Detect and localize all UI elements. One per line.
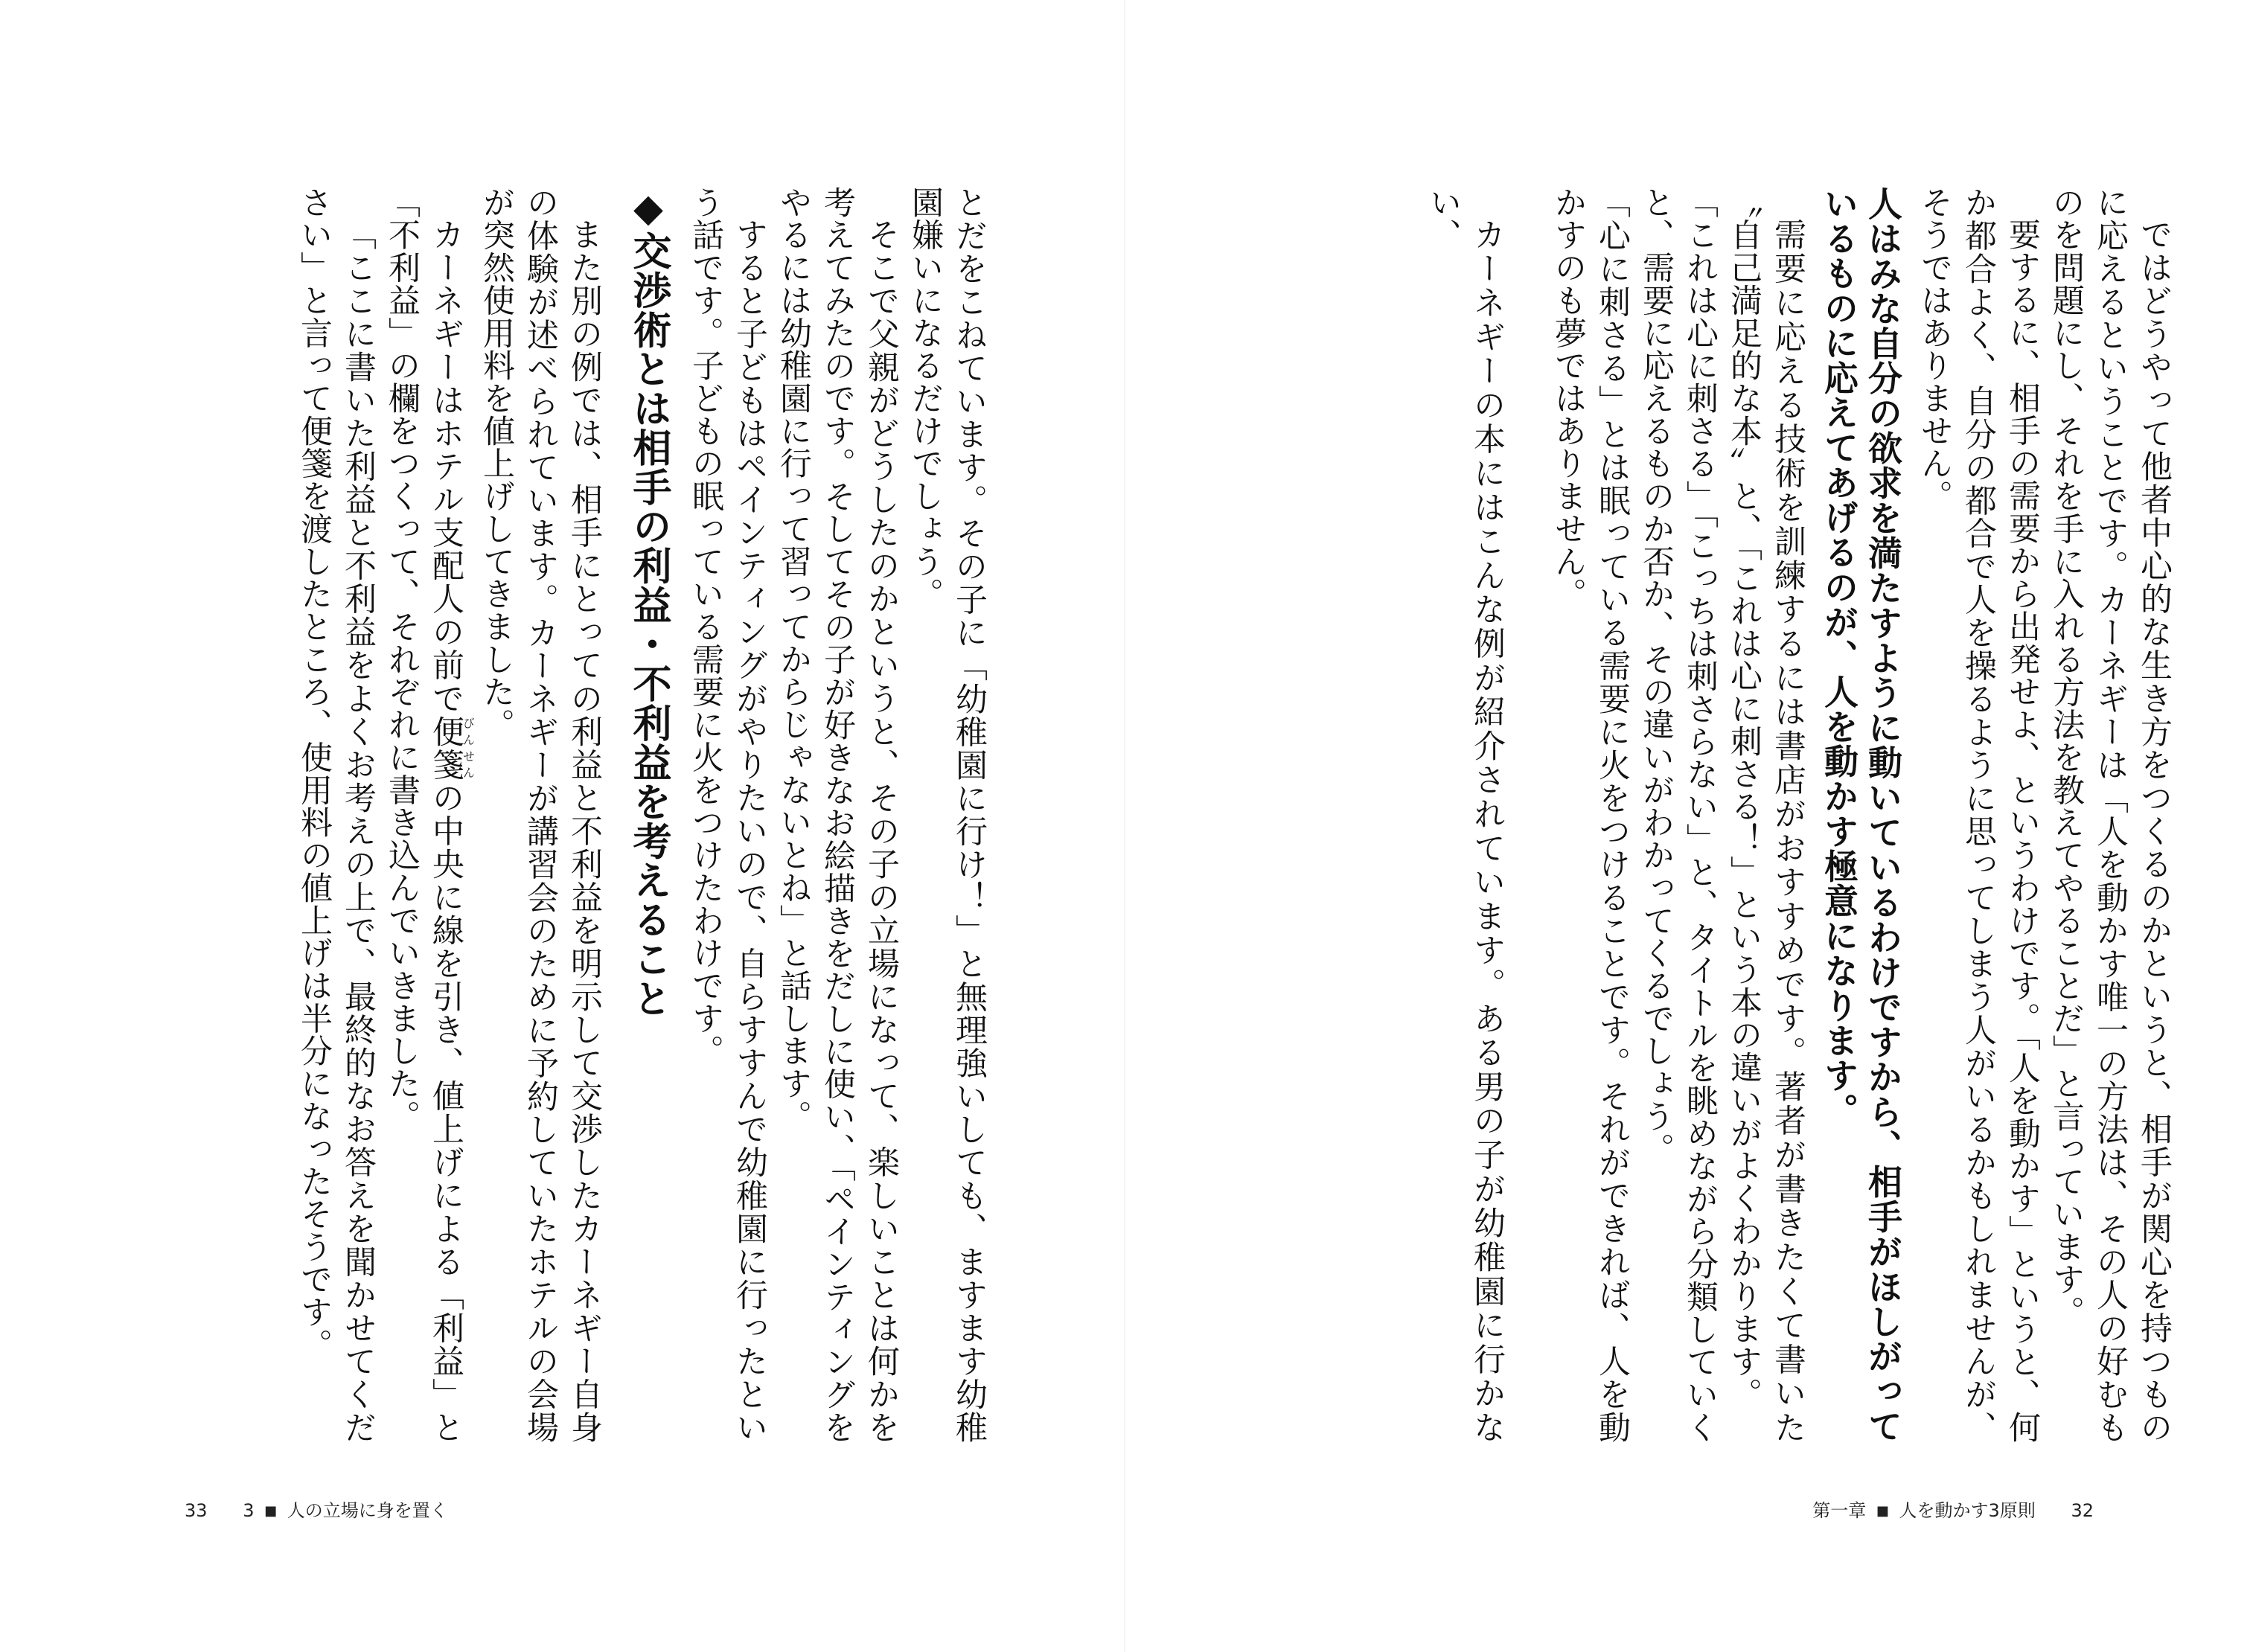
page-number: 33 <box>185 1500 208 1521</box>
running-title: 人の立場に身を置く <box>287 1500 448 1521</box>
body-paragraph: 「心に刺さる」とは眠っている需要に火をつけることです。それができれば、人を動かすのも夢ではありません。 <box>1550 186 1631 1444</box>
right-page-body <box>1215 186 2176 1444</box>
right-page-footer <box>1812 1496 2123 1522</box>
running-title: 人を動かす3原則 <box>1899 1500 2036 1521</box>
ruby-annotation <box>427 714 476 782</box>
body-paragraph: 需要に応える技術を訓練するには書店がおすすめです。著者が書きたくて書いた〝自己満足的な本〟と、「これは心に刺さる！」という本の違いがよくわかります。 <box>1725 186 1806 1444</box>
body-paragraph-with-ruby <box>380 186 474 1444</box>
left-page-footer <box>155 1496 448 1522</box>
body-paragraph: 「これは心に刺さる」「こっちは刺さらない」と、タイトルを眺めながら分類していくと、需要に応えるものか否か、その違いがわかってくるでしょう。 <box>1637 186 1719 1444</box>
body-paragraph: 「ここに書いた利益と不利益をよくお考えの上で、最終的なお答えを聞かせてください」と言って便箋を渡したところ、使用料の値上げは半分になったそうです。 <box>295 186 377 1444</box>
section-number: 3 <box>243 1500 255 1521</box>
body-paragraph: カーネギーの本にはこんな例が紹介されています。ある男の子が幼稚園に行かない、 <box>1425 186 1506 1444</box>
ruby-reading: びんせん <box>461 714 476 781</box>
body-paragraph: また別の例では、相手にとっての利益と不利益を明示して交渉したカーネギー自身の体験が述べられています。カーネギーが講習会のために予約していたホテルの会場が突然使用料を値上げしてきました。 <box>478 186 603 1444</box>
body-paragraph: 要するに、相手の需要から出発せよ、というわけです。「人を動かす」というと、何か都合よく、自分の都合で人を操るように思ってしまう人がいるかもしれませんが、そうではありません。 <box>1916 186 2041 1444</box>
emphasis-paragraph: 人はみな自分の欲求を満たすように動いているわけですから、相手がほしがっているものに応えてあげるのが、人を動かす極意になります。 <box>1819 186 1903 1444</box>
square-bullet-icon: ■ <box>264 1503 278 1519</box>
body-paragraph: とだをこねています。その子に「幼稚園に行け！」と無理強いしても、ますます幼稚園嫌いになるだけでしょう。 <box>907 186 988 1444</box>
left-page-body <box>164 186 991 1444</box>
right-page <box>1125 0 2250 1652</box>
ruby-base: 便箋 <box>427 714 464 782</box>
section-heading: ◆交渉術とは相手の利益・不利益を考えること <box>626 186 671 1019</box>
page-number: 32 <box>2071 1500 2094 1521</box>
square-bullet-icon: ■ <box>1876 1503 1889 1519</box>
text-run: カーネギーはホテル支配人の前で <box>427 218 464 715</box>
body-paragraph: ではどうやって他者中心的な生き方をつくるのかというと、相手が関心を持つものに応えるということです。カーネギーは「人を動かす唯一の方法は、その人の好むものを問題にし、それを手に入れる方法を教えてやることだ」と言っています。 <box>2048 186 2173 1444</box>
chapter-label: 第一章 <box>1812 1500 1867 1521</box>
text-run: の中央に線を引き、値上げによる「利益」と「不利益」の欄をつくって、それぞれに書き込んでいきました。 <box>383 186 464 1444</box>
body-paragraph: すると子どもはペインティングがやりたいので、自らすすんで幼稚園に行ったという話です。子どもの眠っている需要に火をつけたわけです。 <box>687 186 768 1444</box>
body-paragraph: そこで父親がどうしたのかというと、その子の立場になって、楽しいことは何かを考えてみたのです。そしてその子が好きなお絵描きをだしに使い、「ペインティングをやるには幼稚園に行って習ってからじゃないとね」と話します。 <box>775 186 900 1444</box>
